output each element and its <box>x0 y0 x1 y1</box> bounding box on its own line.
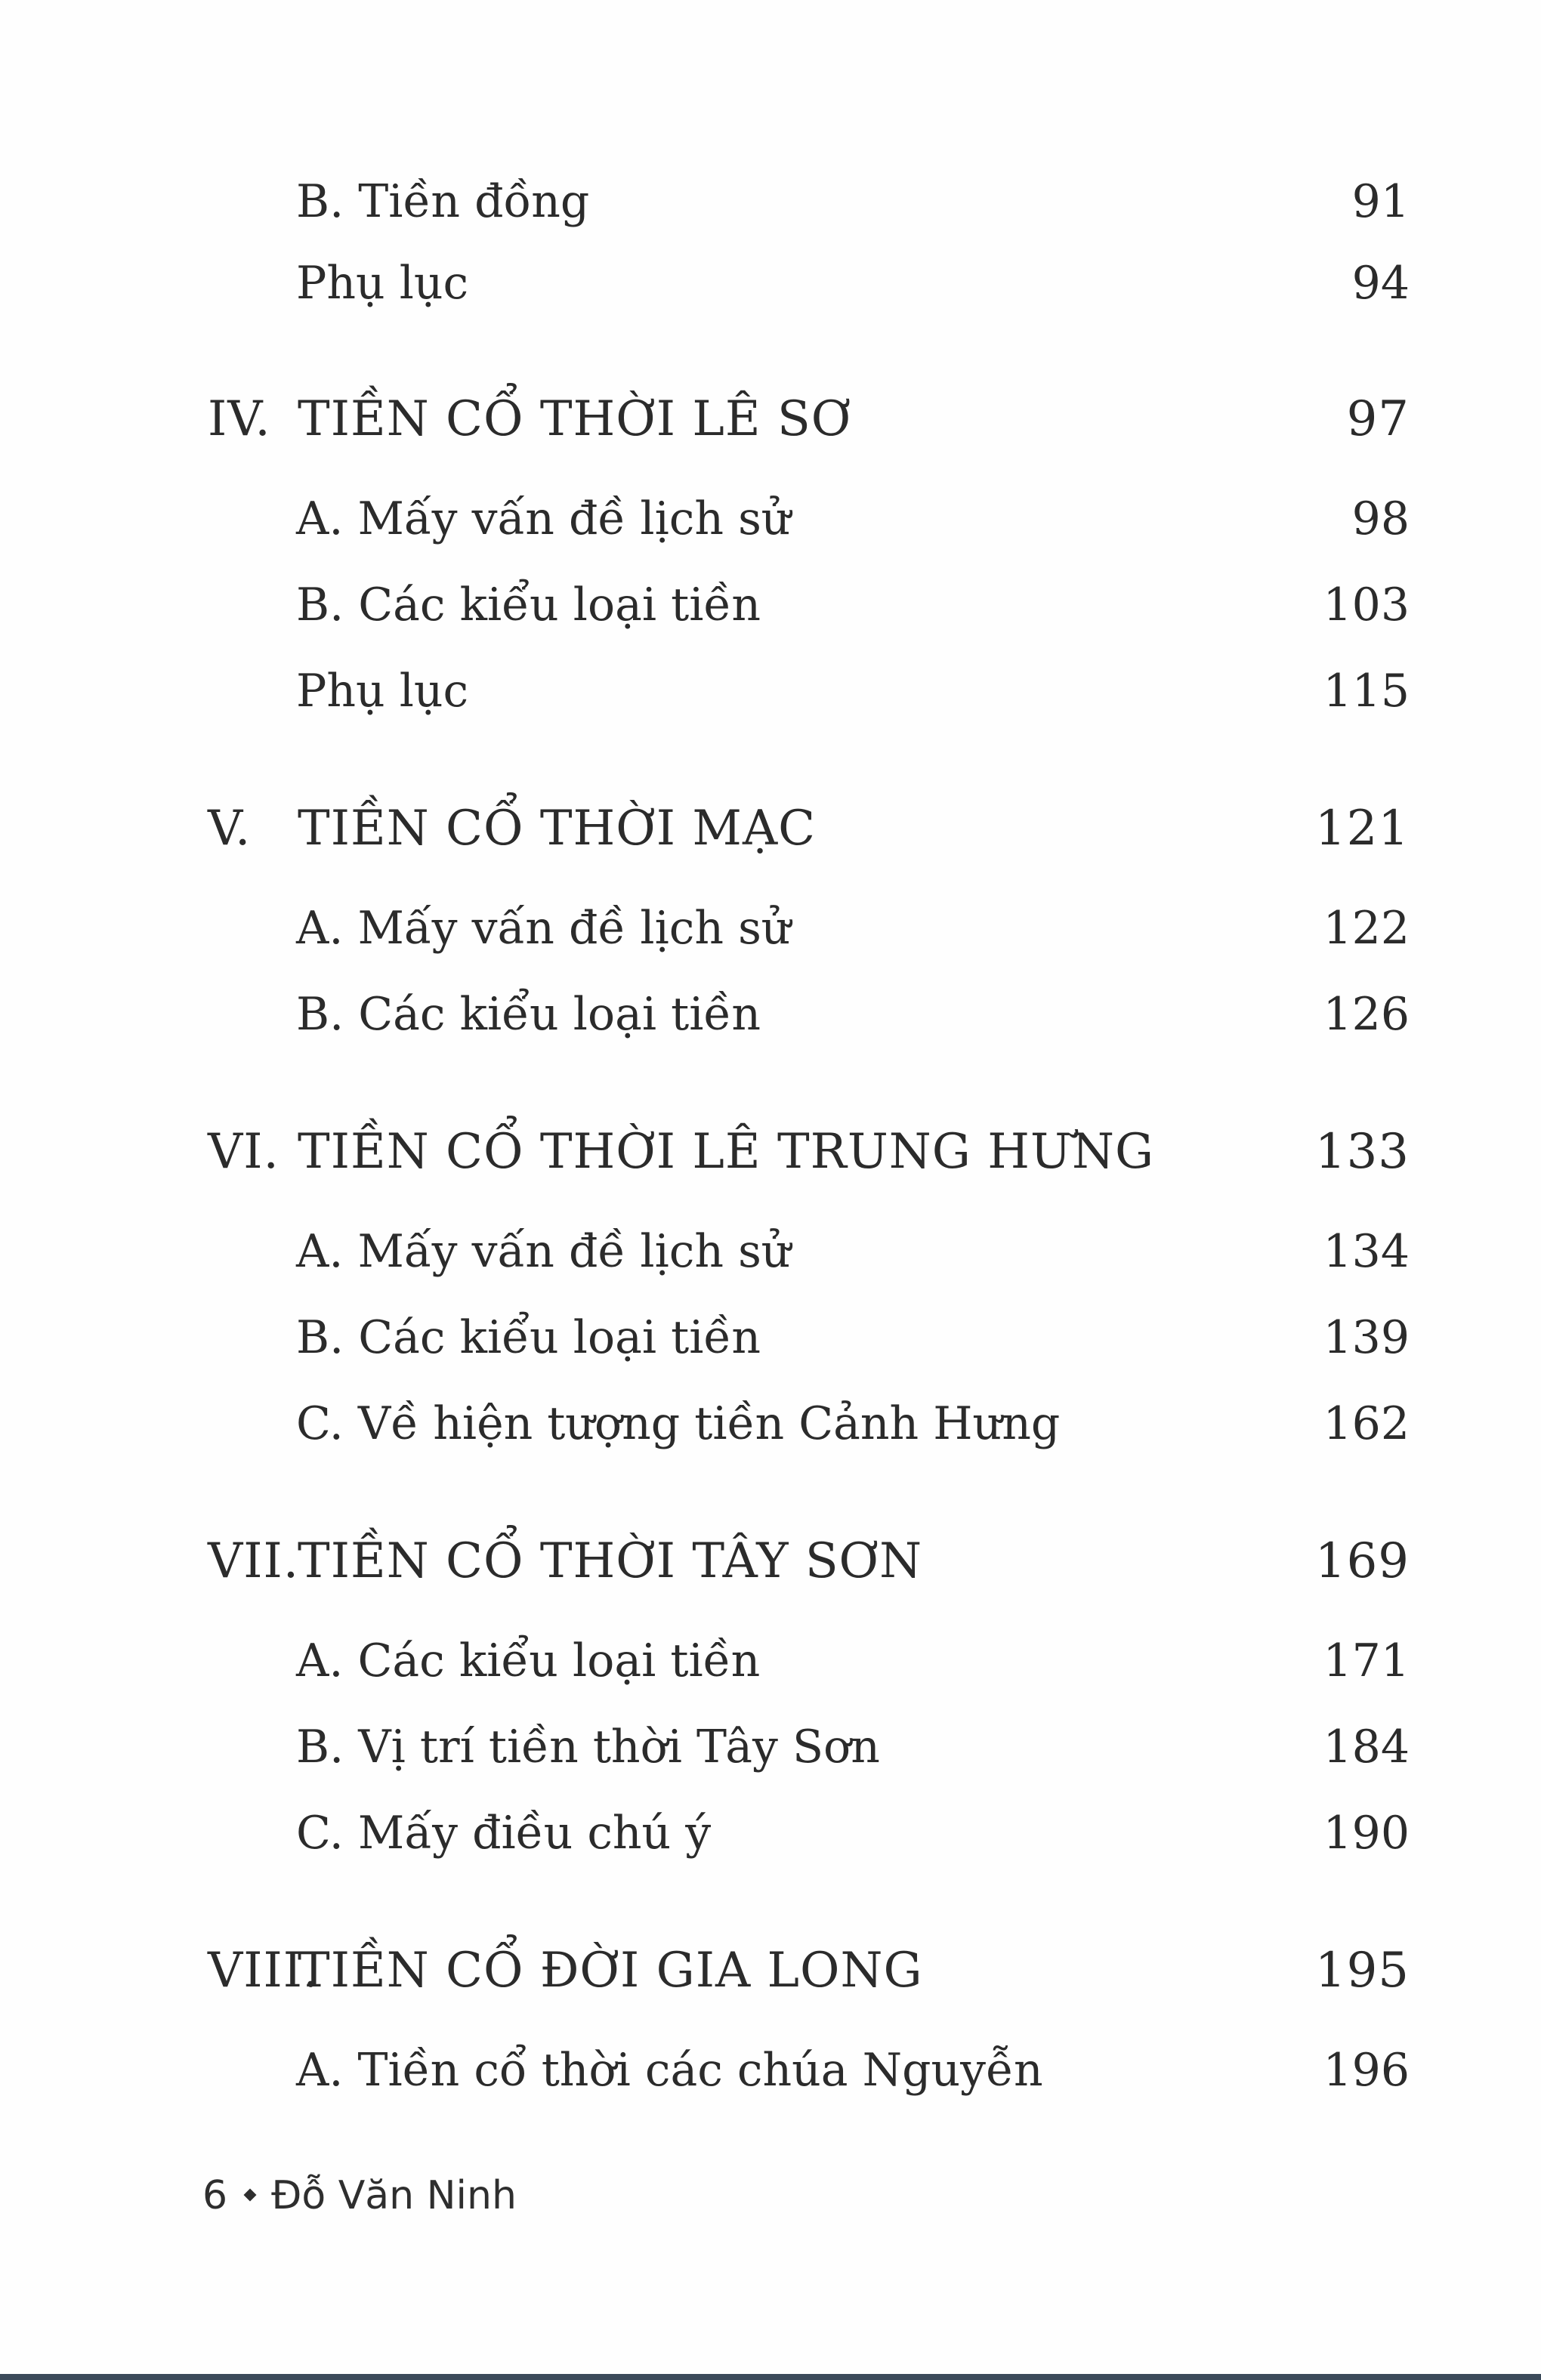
toc-entry-page: 171 <box>1323 1635 1410 1687</box>
toc-entry-title: Phụ lục <box>296 257 469 310</box>
toc-chapter-title: TIỀN CỔ THỜI TÂY SƠN <box>298 1533 923 1589</box>
toc-entry-page: 115 <box>1323 665 1410 718</box>
toc-chapter <box>0 1118 1541 1186</box>
toc-entry-title: C. Mấy điều chú ý <box>296 1807 712 1860</box>
toc-chapter-number: VII. <box>208 1533 300 1589</box>
toc-chapter-title: TIỀN CỔ THỜI LÊ TRUNG HƯNG <box>298 1124 1155 1180</box>
toc-chapter-number: IV. <box>208 391 271 447</box>
toc-chapter-page: 97 <box>1346 391 1410 447</box>
toc-entry <box>0 249 1541 317</box>
toc-chapter-title: TIỀN CỔ THỜI MẠC <box>298 801 817 857</box>
toc-entry-title: Phụ lục <box>296 665 469 718</box>
toc-chapter <box>0 795 1541 863</box>
toc-entry <box>0 168 1541 236</box>
toc-entry-title: A. Các kiểu loại tiền <box>296 1635 761 1687</box>
toc-entry <box>0 980 1541 1048</box>
toc-entry-title: A. Mấy vấn đề lịch sử <box>296 492 791 545</box>
toc-entry-title: C. Về hiện tượng tiền Cảnh Hưng <box>296 1397 1061 1450</box>
toc-chapter-number: VIII. <box>208 1943 320 1999</box>
toc-entry <box>0 485 1541 553</box>
toc-chapter-title: TIỀN CỔ ĐỜI GIA LONG <box>298 1943 923 1999</box>
toc-entry-page: 98 <box>1351 492 1410 545</box>
toc-entry-page: 103 <box>1323 579 1410 631</box>
toc-entry-page: 196 <box>1323 2044 1410 2097</box>
toc-chapter <box>0 385 1541 453</box>
toc-entry <box>0 1390 1541 1458</box>
scan-edge-divider <box>0 2374 1541 2380</box>
toc-entry-title: B. Các kiểu loại tiền <box>296 1311 761 1364</box>
diamond-bullet-icon <box>244 2189 257 2202</box>
page-footer <box>202 2169 517 2222</box>
toc-entry-title: A. Mấy vấn đề lịch sử <box>296 902 791 955</box>
toc-entry-page: 94 <box>1351 257 1410 310</box>
toc-entry-page: 126 <box>1323 988 1410 1041</box>
toc-entry <box>0 657 1541 725</box>
footer-author: Đỗ Văn Ninh <box>271 2173 517 2218</box>
toc-entry <box>0 1304 1541 1372</box>
toc-entry <box>0 894 1541 962</box>
toc-entry-title: A. Mấy vấn đề lịch sử <box>296 1225 791 1278</box>
toc-entry-title: A. Tiền cổ thời các chúa Nguyễn <box>296 2044 1043 2097</box>
toc-entry <box>0 1799 1541 1867</box>
toc-entry-page: 122 <box>1323 902 1410 955</box>
toc-entry-page: 139 <box>1323 1311 1410 1364</box>
toc-entry-page: 91 <box>1351 175 1410 228</box>
toc-entry-title: B. Vị trí tiền thời Tây Sơn <box>296 1721 880 1773</box>
toc-chapter-page: 169 <box>1314 1533 1410 1589</box>
toc-entry-title: B. Các kiểu loại tiền <box>296 579 761 631</box>
toc-entry <box>0 571 1541 639</box>
toc-entry-page: 162 <box>1323 1397 1410 1450</box>
toc-entry <box>0 1218 1541 1286</box>
toc-chapter-page: 121 <box>1314 801 1410 857</box>
toc-chapter-number: V. <box>208 801 252 857</box>
toc-entry <box>0 1627 1541 1695</box>
toc-chapter <box>0 1937 1541 2005</box>
toc-entry-page: 190 <box>1323 1807 1410 1860</box>
toc-entry <box>0 2036 1541 2104</box>
footer-page-number: 6 <box>202 2173 228 2218</box>
toc-entry <box>0 1713 1541 1781</box>
toc-chapter <box>0 1527 1541 1595</box>
toc-entry-page: 184 <box>1323 1721 1410 1773</box>
toc-chapter-page: 133 <box>1314 1124 1410 1180</box>
toc-chapter-title: TIỀN CỔ THỜI LÊ SƠ <box>298 391 852 447</box>
toc-entry-page: 134 <box>1323 1225 1410 1278</box>
toc-chapter-page: 195 <box>1314 1943 1410 1999</box>
toc-entry-title: B. Các kiểu loại tiền <box>296 988 761 1041</box>
toc-entry-title: B. Tiền đồng <box>296 175 590 228</box>
toc-chapter-number: VI. <box>208 1124 279 1180</box>
